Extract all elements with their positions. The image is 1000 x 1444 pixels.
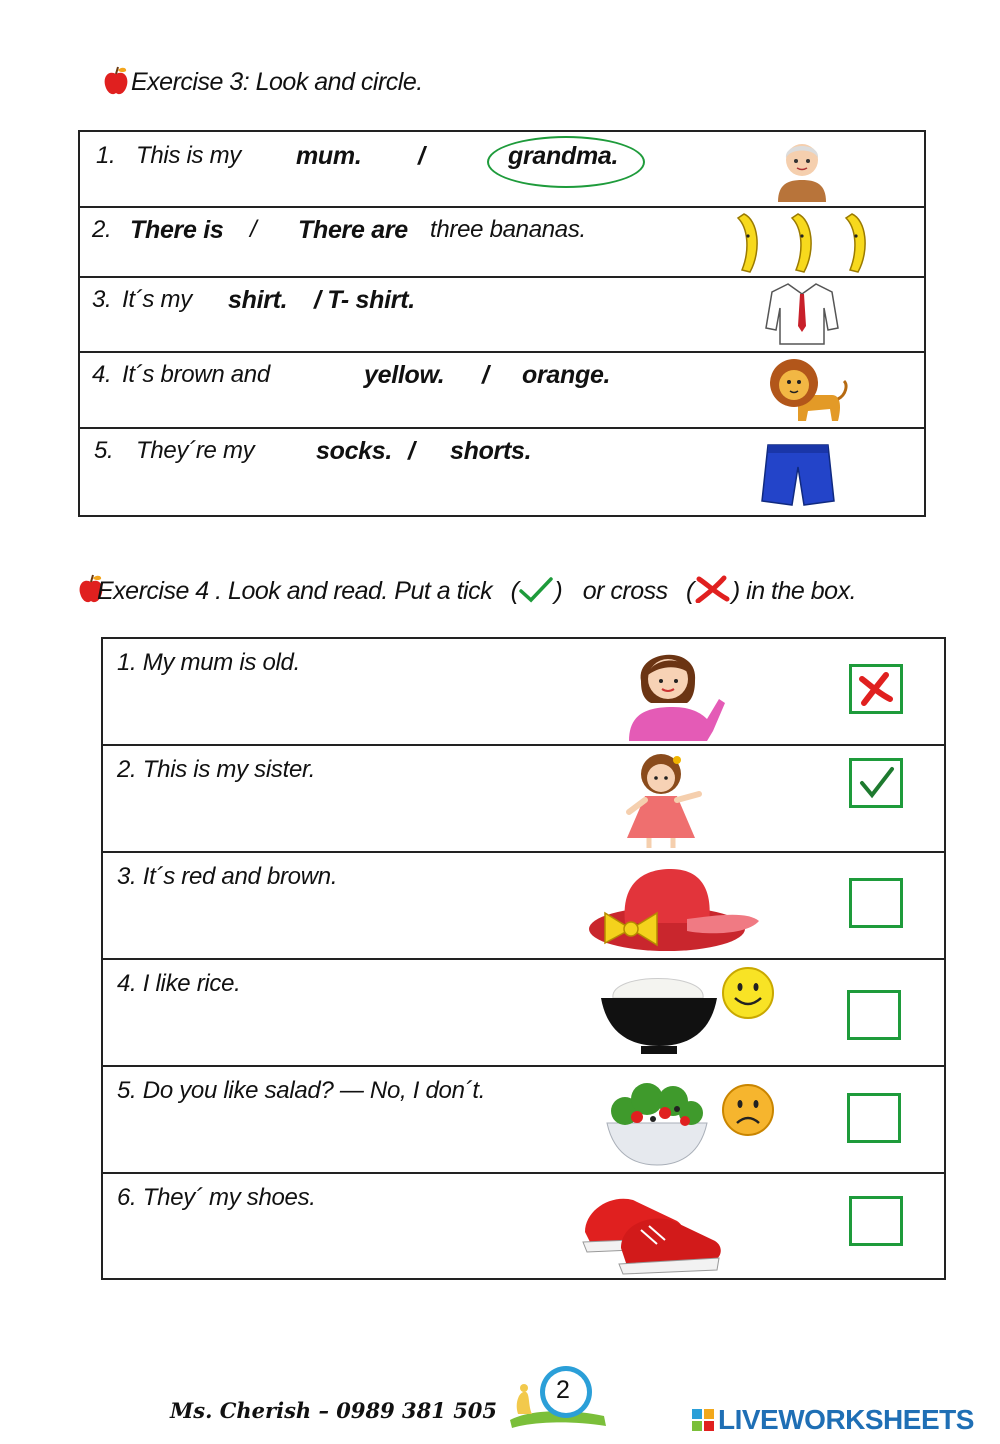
option-2[interactable]: orange.: [522, 361, 611, 389]
option-2[interactable]: grandma.: [508, 142, 619, 170]
logo-mark-icon: [692, 1409, 714, 1431]
answer-box[interactable]: [847, 990, 901, 1040]
exercise-4-table: [101, 637, 946, 1280]
exercise-3-title: Exercise 3: Look and circle.: [131, 68, 423, 96]
sentence-lead: This is my: [136, 142, 242, 169]
option-2[interactable]: shorts.: [450, 437, 532, 465]
hat-icon: [587, 863, 763, 953]
answer-box[interactable]: [849, 1196, 903, 1246]
mum-icon: [621, 641, 727, 741]
lion-icon: [768, 355, 850, 425]
ex4-row-1: [102, 638, 945, 745]
option-2[interactable]: / T- shirt.: [314, 286, 415, 314]
tick-icon: [518, 577, 554, 603]
answer-box[interactable]: [849, 664, 903, 714]
separator: /: [482, 361, 489, 389]
separator: /: [418, 142, 425, 170]
ex4-row-3: [102, 852, 945, 959]
apple-icon: [103, 66, 129, 96]
statement: 4. I like rice.: [117, 970, 241, 997]
shorts-icon: [760, 443, 836, 509]
option-1[interactable]: yellow.: [364, 361, 445, 389]
cross-icon: [694, 575, 732, 603]
tick-mark-icon: [852, 761, 900, 805]
liveworksheets-logo: [692, 1404, 974, 1436]
cross-mark-icon: [852, 667, 900, 711]
ex3-row-2: [79, 207, 925, 277]
ex3-row-5: [79, 428, 925, 516]
row-number: 3.: [92, 286, 112, 313]
grandma-icon: [774, 136, 830, 202]
answer-box[interactable]: [847, 1093, 901, 1143]
statement: 1. My mum is old.: [117, 649, 300, 676]
title-part-2: or cross: [582, 577, 668, 605]
row-number: 4.: [92, 361, 112, 388]
answer-box[interactable]: [849, 758, 903, 808]
bananas-icon: [728, 210, 898, 276]
statement: 6. They´ my shoes.: [117, 1184, 316, 1211]
sister-icon: [615, 746, 711, 850]
ex3-row-1: [79, 131, 925, 207]
row-number: 1.: [96, 142, 116, 169]
ex4-row-5: [102, 1066, 945, 1173]
salad-icon: [603, 1073, 711, 1171]
sentence-lead: It´s my: [122, 286, 192, 313]
shirt-icon: [764, 282, 840, 346]
option-1[interactable]: There is: [130, 216, 224, 244]
ex3-row-3: [79, 277, 925, 352]
ex4-row-6: [102, 1173, 945, 1279]
row-number: 2.: [92, 216, 112, 243]
separator: /: [250, 216, 257, 243]
statement: 2. This is my sister.: [117, 756, 316, 783]
separator: /: [408, 437, 415, 465]
option-2[interactable]: There are: [298, 216, 408, 244]
title-part-3: in the box.: [746, 577, 857, 605]
option-1[interactable]: shirt.: [228, 286, 288, 314]
sentence-tail: three bananas.: [430, 216, 586, 243]
ex4-row-4: [102, 959, 945, 1066]
author-signature: Ms. Cherish – 0989 381 505: [170, 1398, 498, 1423]
exercise-4-title: Exercise 4 . Look and read. Put a tick ( ) or cross ( ) in the box.: [97, 577, 857, 605]
smiley-sad-icon: [721, 1083, 775, 1137]
sentence-lead: They´re my: [136, 437, 255, 464]
title-part-1: Exercise 4 . Look and read. Put a tick: [97, 577, 493, 605]
option-1[interactable]: mum.: [296, 142, 362, 170]
brand-name: LIVEWORKSHEETS: [718, 1404, 974, 1435]
rice-bowl-icon: [599, 968, 719, 1058]
exercise-3-table: [78, 130, 926, 517]
statement: 5. Do you like salad? — No, I don´t.: [117, 1077, 486, 1104]
option-1[interactable]: socks.: [316, 437, 393, 465]
row-number: 5.: [94, 437, 114, 464]
sentence-lead: It´s brown and: [122, 361, 270, 388]
statement: 3. It´s red and brown.: [117, 863, 338, 890]
smiley-happy-icon: [721, 966, 775, 1020]
ex4-row-2: [102, 745, 945, 852]
ex3-row-4: [79, 352, 925, 428]
shoes-icon: [581, 1180, 727, 1278]
page-number: 2: [556, 1376, 570, 1404]
answer-box[interactable]: [849, 878, 903, 928]
